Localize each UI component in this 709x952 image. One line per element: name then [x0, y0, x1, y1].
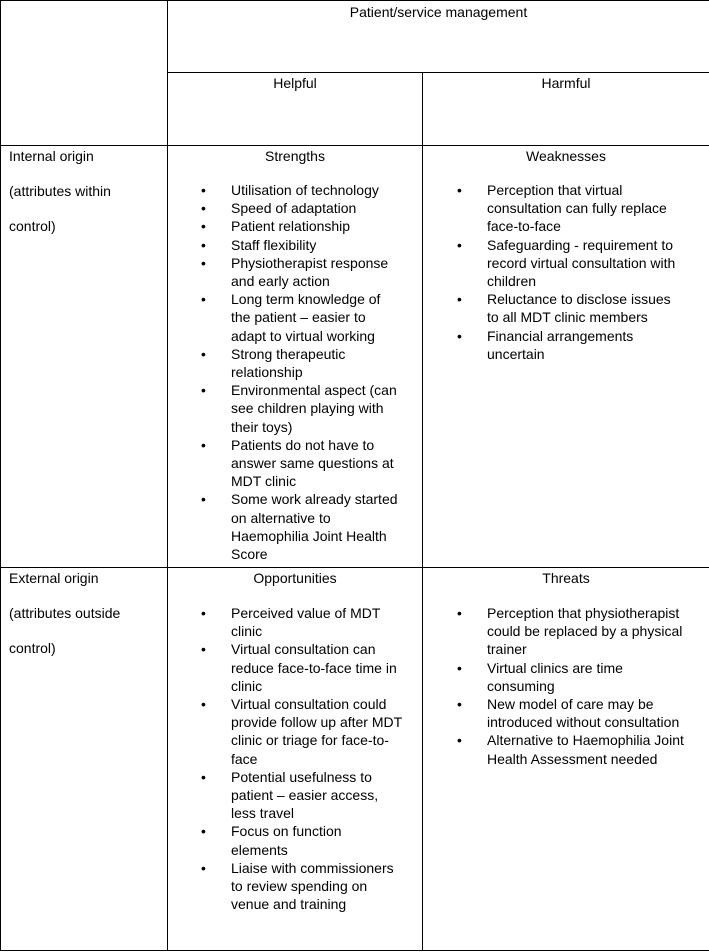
column-helpful-header: Helpful	[273, 75, 317, 91]
external-origin-title: External origin	[9, 570, 99, 586]
list-item-line: Speed of adaptation	[231, 200, 357, 217]
list-item-line: patient – easier access,	[231, 787, 379, 804]
list-item-line: Financial arrangements	[487, 327, 634, 344]
header-bottom-border	[0, 145, 709, 146]
weaknesses-title: Weaknesses	[526, 148, 606, 164]
list-item-line: face-to-face	[487, 218, 561, 235]
list-item-line: Safeguarding - requirement to	[487, 236, 673, 253]
list-item	[201, 436, 421, 491]
column-divider-2	[422, 72, 423, 951]
list-item-line: on alternative to	[231, 509, 331, 526]
internal-origin-subtitle-cont: control)	[9, 218, 56, 234]
list-item-line: clinic or triage for face-to-	[231, 732, 389, 749]
list-item-line: Perceived value of MDT	[231, 605, 381, 621]
list-item	[201, 604, 421, 640]
list-item-line: Focus on function	[231, 823, 342, 840]
list-item	[201, 345, 421, 381]
list-item-line: answer same questions at	[231, 455, 394, 472]
table-border-bottom	[0, 950, 709, 951]
opportunities-title: Opportunities	[253, 570, 337, 586]
list-item-line: record virtual consultation with	[487, 254, 676, 271]
list-item-line: the patient – easier to	[231, 309, 366, 326]
column-divider-1	[167, 0, 168, 951]
list-item-line: Perception that physiotherapist	[487, 605, 680, 621]
internal-origin-subtitle: (attributes within	[9, 183, 111, 199]
list-item-line: see children playing with	[231, 400, 384, 417]
list-item-line: and early action	[231, 273, 330, 290]
list-item	[457, 327, 707, 363]
list-item-line: children	[487, 273, 537, 290]
list-item-line: Utilisation of technology	[231, 182, 379, 198]
list-item-line: reduce face-to-face time in	[231, 659, 397, 676]
list-item	[457, 290, 707, 326]
list-item-line: provide follow up after MDT	[231, 714, 403, 731]
list-item-line: Some work already started	[231, 491, 398, 508]
list-item	[201, 199, 421, 217]
list-item-line: relationship	[231, 364, 303, 381]
list-item-line: Potential usefulness to	[231, 768, 372, 785]
list-item-line: consultation can fully replace	[487, 200, 667, 217]
list-item	[457, 731, 707, 767]
list-item-line: adapt to virtual working	[231, 327, 375, 344]
list-item	[457, 236, 707, 291]
list-item-line: Staff flexibility	[231, 236, 317, 253]
strengths-list	[201, 181, 421, 563]
list-item-line: Virtual consultation can	[231, 641, 376, 658]
list-item	[457, 604, 707, 659]
list-item-line: Strong therapeutic	[231, 345, 346, 362]
list-item-line: Liaise with commissioners	[231, 859, 394, 876]
list-item	[201, 859, 421, 914]
list-item-line: Score	[231, 546, 268, 563]
weaknesses-list	[457, 181, 707, 363]
external-origin-subtitle-cont: control)	[9, 640, 56, 656]
threats-title: Threats	[542, 570, 590, 586]
list-item-line: Perception that virtual	[487, 182, 623, 198]
group-title: Patient/service management	[349, 4, 528, 20]
list-item	[201, 490, 421, 563]
list-item-line: Virtual consultation could	[231, 696, 387, 713]
list-item-line: clinic	[231, 623, 263, 640]
list-item	[457, 659, 707, 695]
list-item-line: clinic	[231, 677, 263, 694]
list-item-line: consuming	[487, 677, 555, 694]
list-item-line: less travel	[231, 805, 295, 822]
list-item	[201, 254, 421, 290]
list-item-line: could be replaced by a physical	[487, 623, 683, 640]
threats-list	[457, 604, 707, 768]
list-item-line: elements	[231, 841, 288, 858]
table-border-top	[0, 0, 709, 1]
list-item	[201, 217, 421, 235]
list-item-line: to review spending on	[231, 878, 368, 895]
list-item-line: Virtual clinics are time	[487, 659, 623, 676]
internal-origin-label	[9, 147, 111, 252]
list-item-line: venue and training	[231, 896, 347, 913]
list-item-line: their toys)	[231, 418, 293, 435]
list-item-line: Physiotherapist response	[231, 254, 389, 271]
list-item-line: Haemophilia Joint Health	[231, 527, 387, 544]
list-item	[201, 290, 421, 345]
external-origin-label	[9, 569, 120, 674]
list-item-line: New model of care may be	[487, 696, 654, 713]
list-item-line: Environmental aspect (can	[231, 382, 397, 399]
list-item	[201, 181, 421, 199]
list-item-line: Patients do not have to	[231, 436, 375, 453]
list-item-line: to all MDT clinic members	[487, 309, 648, 326]
list-item-line: MDT clinic	[231, 473, 297, 490]
list-item-line: Alternative to Haemophilia Joint	[487, 732, 684, 749]
opportunities-list	[201, 604, 421, 913]
list-item-line: Patient relationship	[231, 218, 351, 235]
list-item	[201, 236, 421, 254]
strengths-title: Strengths	[265, 148, 325, 164]
list-item-line: Reluctance to disclose issues	[487, 291, 671, 308]
row-divider	[0, 567, 709, 568]
list-item	[201, 822, 421, 858]
internal-origin-title: Internal origin	[9, 148, 94, 164]
list-item-line: introduced without consultation	[487, 714, 680, 731]
list-item	[201, 640, 421, 695]
external-origin-subtitle: (attributes outside	[9, 605, 121, 621]
table-border-left	[0, 0, 1, 951]
list-item-line: Long term knowledge of	[231, 291, 381, 308]
list-item	[457, 695, 707, 731]
list-item-line: face	[231, 750, 258, 767]
header-divider	[167, 72, 709, 73]
list-item	[457, 181, 707, 236]
column-harmful-header: Harmful	[541, 75, 591, 91]
list-item	[201, 768, 421, 823]
list-item-line: trainer	[487, 641, 527, 658]
list-item	[201, 695, 421, 768]
list-item-line: Health Assessment needed	[487, 750, 658, 767]
list-item-line: uncertain	[487, 345, 545, 362]
list-item	[201, 381, 421, 436]
